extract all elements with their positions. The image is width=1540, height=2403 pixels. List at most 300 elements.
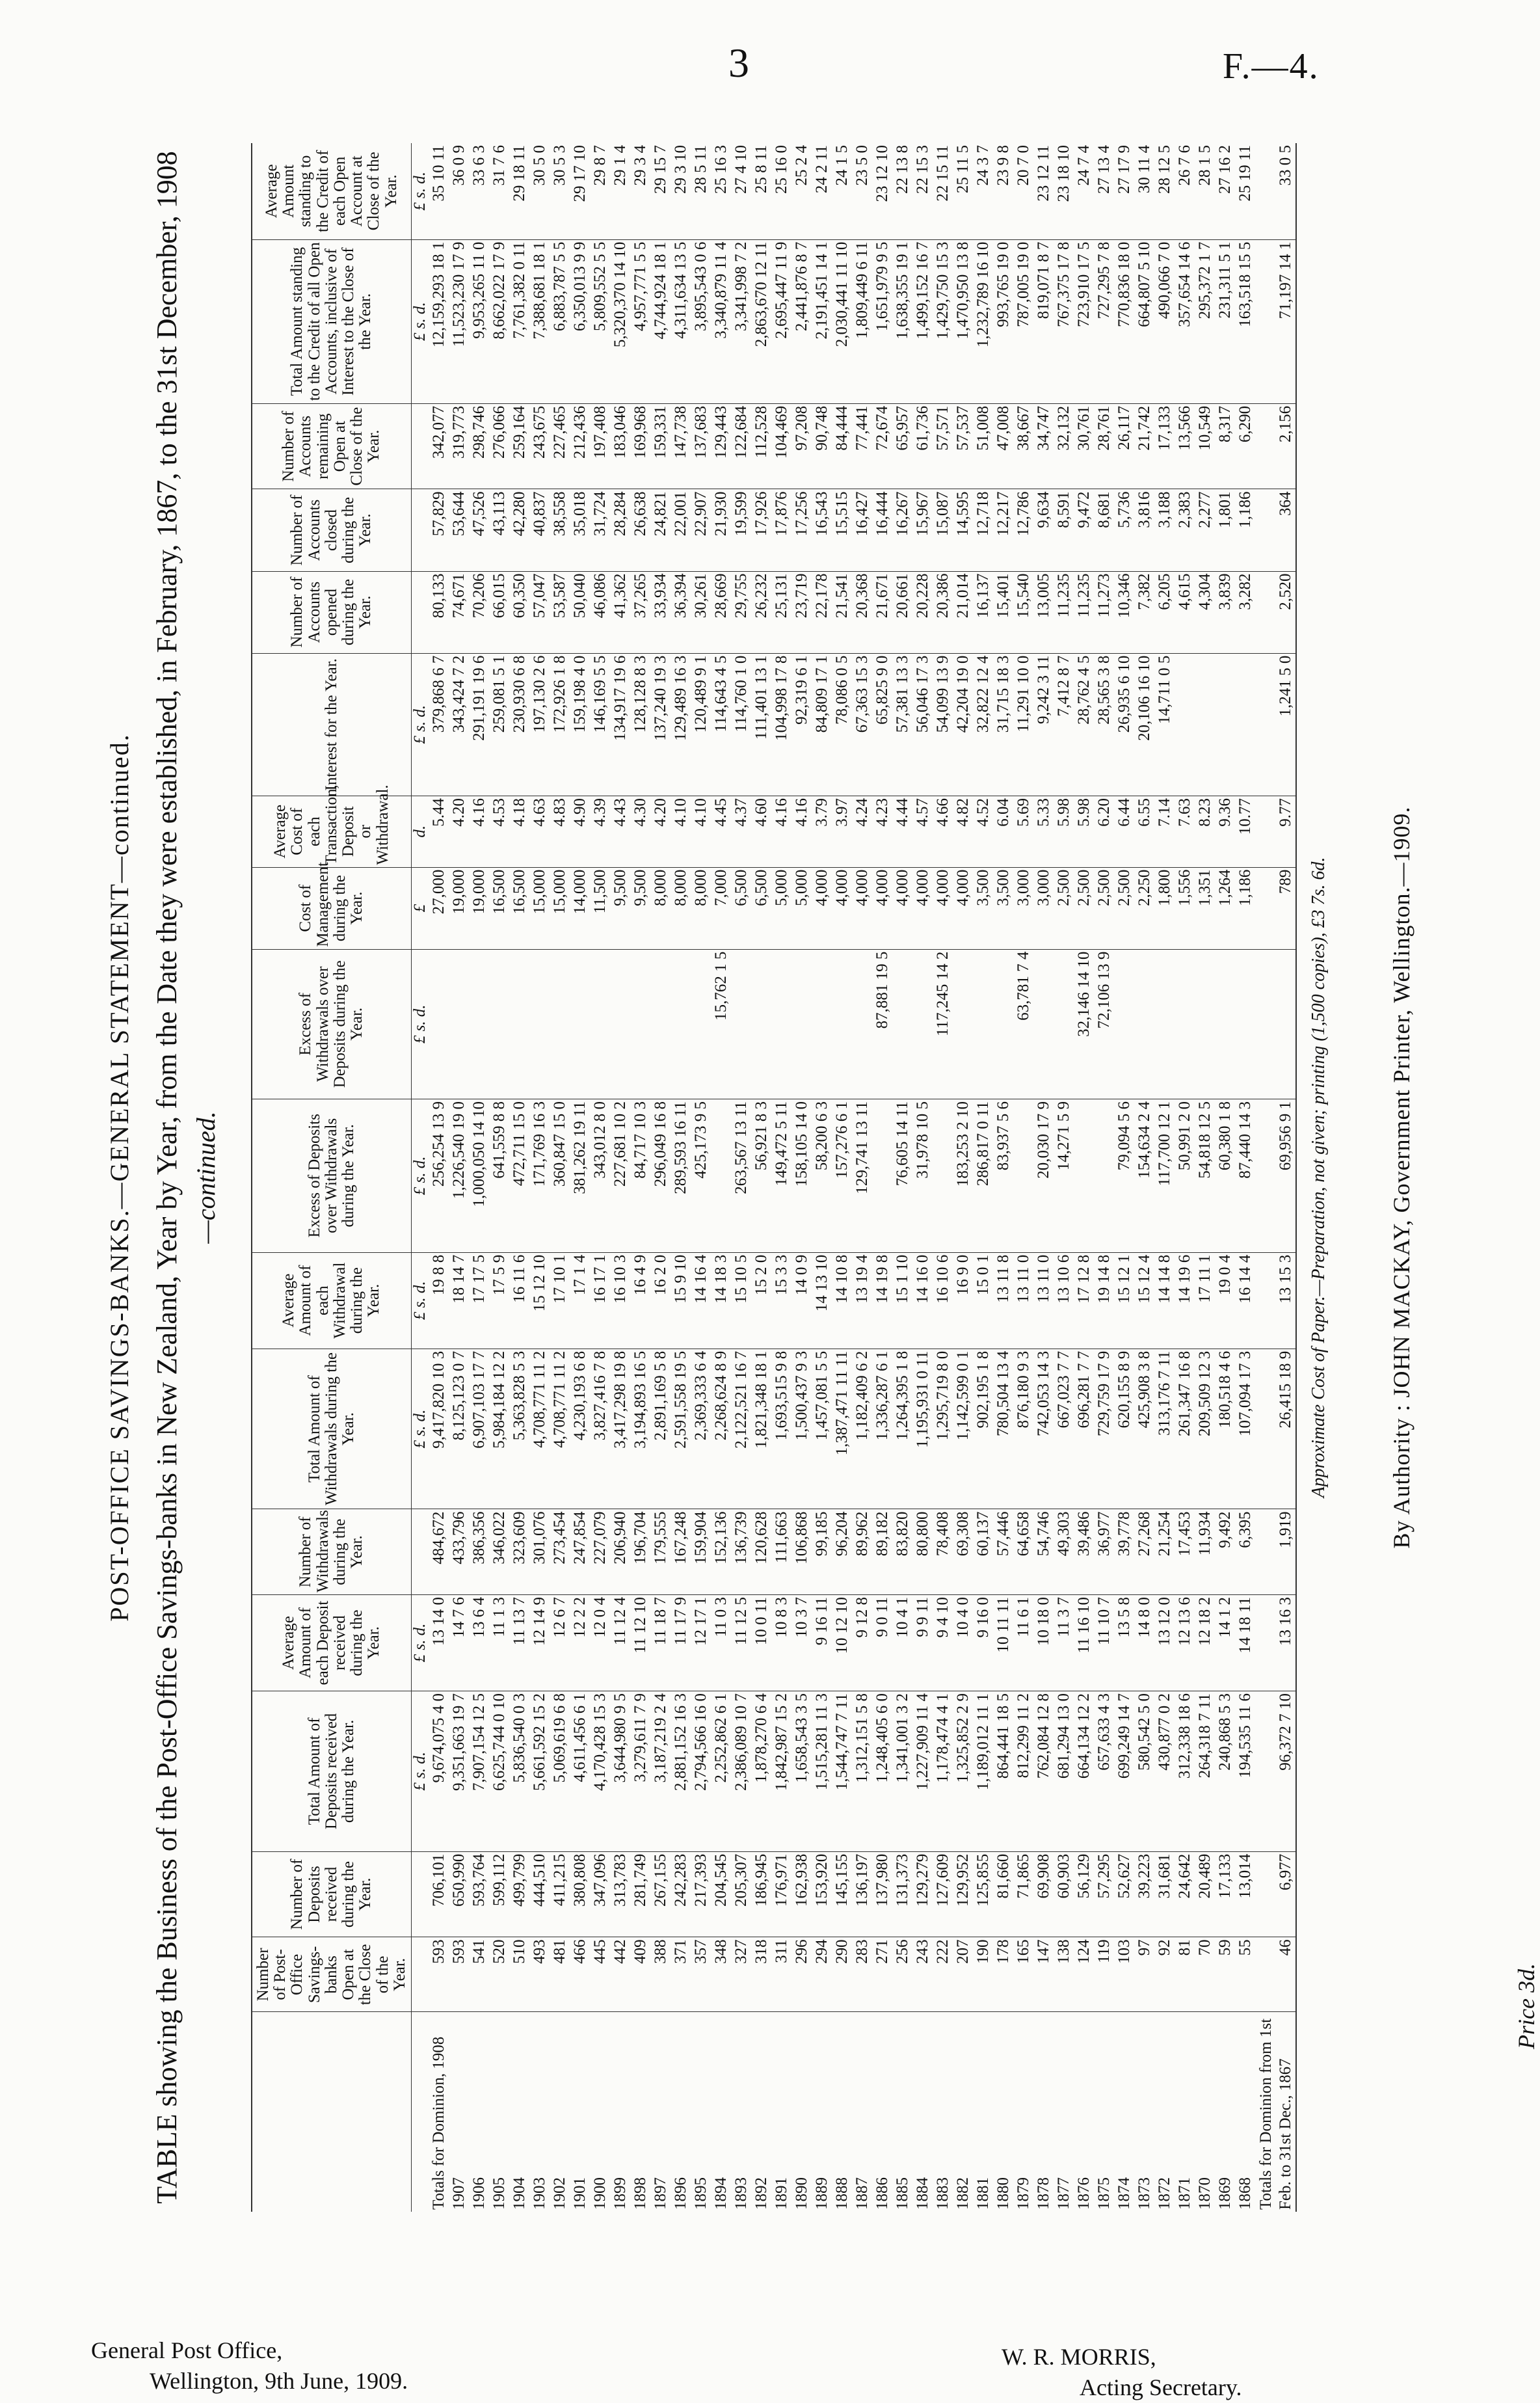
table-cell: 13 12 0 (1154, 1595, 1175, 1691)
table-cell (1013, 1099, 1033, 1252)
table-cell: 4,000 (933, 867, 953, 949)
table-cell: 152,136 (711, 1509, 731, 1595)
table-cell: 129,279 (912, 1851, 933, 1937)
table-cell: 38,667 (1013, 403, 1033, 489)
table-cell: 183,253 2 10 (953, 1099, 973, 1252)
table-cell: 5,984,184 12 2 (489, 1349, 509, 1509)
table-cell: 1,500,437 9 3 (791, 1349, 812, 1509)
table-cell: 3,839 (1215, 571, 1235, 653)
table-cell (933, 1099, 953, 1252)
year-cell: 1886 (873, 2177, 892, 2210)
table-cell: 1,312,151 5 8 (852, 1691, 872, 1852)
table-cell: 21,254 (1154, 1509, 1175, 1595)
table-cell: 9,953,265 11 0 (469, 239, 489, 403)
table-cell (610, 949, 630, 1099)
table-cell: 122,684 (731, 403, 751, 489)
table-cell: 12 14 9 (529, 1595, 550, 1691)
table-cell: 137,980 (872, 1851, 892, 1937)
table-cell (1074, 1099, 1094, 1252)
table-cell: 1,226,540 19 0 (449, 1099, 469, 1252)
table-cell: 49,303 (1054, 1509, 1074, 1595)
table-cell (1175, 653, 1195, 796)
table-cell: 580,542 5 0 (1134, 1691, 1154, 1852)
table-cell: 84,717 10 3 (630, 1099, 650, 1252)
statement-title: POST-OFFICE SAVINGS-BANKS.—GENERAL STATEMENT—continued. (105, 733, 134, 1622)
table-cell: 27,268 (1134, 1509, 1154, 1595)
table-cell: 2,386,089 10 7 (731, 1691, 751, 1852)
table-cell: 17,133 (1154, 403, 1175, 489)
table-cell: 2,156 (1255, 403, 1296, 489)
table-cell: 2,520 (1255, 571, 1296, 653)
table-cell: 4,000 (872, 867, 892, 949)
table-cell: 8.23 (1195, 796, 1215, 867)
table-cell: 484,672 (429, 1509, 449, 1595)
table-cell: 380,808 (570, 1851, 590, 1937)
table-cell: 39,486 (1074, 1509, 1094, 1595)
table-cell: 107,094 17 3 (1235, 1349, 1255, 1509)
table-cell: 319,773 (449, 403, 469, 489)
table-row (872, 143, 892, 2212)
year-cell: 1895 (692, 2177, 710, 2210)
unit-label: £ s. d. (412, 949, 429, 1099)
table-cell: 5,809,552 5 5 (590, 239, 610, 403)
table-cell: 1,809,449 6 11 (852, 239, 872, 403)
table-cell: 2,863,670 12 11 (751, 239, 771, 403)
table-cell: 1,142,599 0 1 (953, 1349, 973, 1509)
table-cell: 71,865 (1013, 1851, 1033, 1937)
table-cell: 6,500 (751, 867, 771, 949)
table-cell: 3,187,219 2 4 (650, 1691, 670, 1852)
table-cell: 4,311,634 13 5 (670, 239, 691, 403)
table-row (711, 143, 731, 2212)
table-cell: 2,030,441 11 10 (832, 239, 852, 403)
table-cell: 11,291 10 0 (1013, 653, 1033, 796)
table-cell: 205,307 (731, 1851, 751, 1937)
year-cell: 1875 (1095, 2177, 1113, 2210)
table-cell: 29 3 4 (630, 143, 650, 239)
table-row (529, 143, 550, 2212)
year-cell: 1890 (793, 2177, 811, 2210)
table-cell: 2,369,333 6 4 (691, 1349, 711, 1509)
table-cell: 11 12 4 (610, 1595, 630, 1691)
table-cell: 53,644 (449, 489, 469, 571)
table-cell: 26,638 (630, 489, 650, 571)
table-cell: 1,801 (1215, 489, 1235, 571)
table-cell: 72,674 (872, 403, 892, 489)
table-cell: 742,053 14 3 (1033, 1349, 1054, 1509)
table-cell: 22 15 3 (912, 143, 933, 239)
table-cell (429, 949, 449, 1099)
table-cell: 9,634 (1033, 489, 1054, 571)
table-cell: 1,651,979 9 5 (872, 239, 892, 403)
table-cell: 112,528 (751, 403, 771, 489)
table-cell: 4,708,771 11 2 (529, 1349, 550, 1509)
table-cell: 50,040 (570, 571, 590, 653)
table-cell: 32,146 14 10 (1074, 949, 1094, 1099)
table-cell: 169,968 (630, 403, 650, 489)
table-cell: 6.44 (1114, 796, 1134, 867)
table-cell: 2,252,862 6 1 (711, 1691, 731, 1852)
table-cell: 60,137 (973, 1509, 993, 1595)
table-cell: 14 1 2 (1215, 1595, 1235, 1691)
year-cell: 1902 (551, 2177, 569, 2210)
table-cell: 28 5 11 (691, 143, 711, 239)
table-cell: 117,700 12 1 (1154, 1099, 1175, 1252)
table-cell (650, 949, 670, 1099)
year-cell: 1878 (1035, 2177, 1053, 2210)
table-cell: 490,066 7 0 (1154, 239, 1175, 403)
table-cell: 24 1 5 (832, 143, 852, 239)
table-cell: 25 2 4 (791, 143, 812, 239)
table-cell: 4.44 (892, 796, 912, 867)
table-cell: 4.20 (449, 796, 469, 867)
table-cell: 3,827,416 7 8 (590, 1349, 610, 1509)
table-cell: 56,921 8 3 (751, 1099, 771, 1252)
table-cell: 131,373 (892, 1851, 912, 1937)
table-cell: 3,194,893 16 5 (630, 1349, 650, 1509)
table-cell: 11 16 10 (1074, 1595, 1094, 1691)
table-cell: 70,206 (469, 571, 489, 653)
table-cell: 183,046 (610, 403, 630, 489)
unit-label: £ s. d. (412, 653, 429, 796)
table-cell: 3,644,980 9 5 (610, 1691, 630, 1852)
table-cell: 290 (832, 1937, 852, 2012)
table-cell: 53,587 (550, 571, 570, 653)
table-cell: 14 19 6 (1175, 1252, 1195, 1349)
table-cell: 430,877 0 2 (1154, 1691, 1175, 1852)
table-cell: 1,351 (1195, 867, 1215, 949)
table-cell: 33,934 (650, 571, 670, 653)
table-cell: 87,881 19 5 (872, 949, 892, 1099)
table-cell: 10 18 0 (1033, 1595, 1054, 1691)
table-cell: 76,605 14 11 (892, 1099, 912, 1252)
table-cell: 16 4 9 (630, 1252, 650, 1349)
table-cell: 15,401 (993, 571, 1013, 653)
table-cell: 30 11 4 (1134, 143, 1154, 239)
table-cell: 11 1 3 (489, 1595, 509, 1691)
table-cell: 5.44 (429, 796, 449, 867)
table-cell (529, 949, 550, 1099)
table-cell: 13,014 (1235, 1851, 1255, 1937)
table-row (1094, 143, 1114, 2212)
footer-office: General Post Office, (91, 2337, 283, 2363)
table-cell: 780,504 13 4 (993, 1349, 1013, 1509)
table-cell: 114,760 1 0 (731, 653, 751, 796)
table-cell: 196,704 (630, 1509, 650, 1595)
table-cell: 66,015 (489, 571, 509, 653)
year-cell: 1901 (571, 2177, 589, 2210)
table-cell: 27 4 10 (731, 143, 751, 239)
table-cell: 29 1 4 (610, 143, 630, 239)
table-cell: 11 17 9 (670, 1595, 691, 1691)
table-cell: 14 16 0 (912, 1252, 933, 1349)
table-cell: 11 12 10 (630, 1595, 650, 1691)
year-cell: 1870 (1196, 2177, 1214, 2210)
year-cell: 1891 (773, 2177, 791, 2210)
year-cell: 1907 (450, 2177, 468, 2210)
table-cell (1235, 653, 1255, 796)
table-cell: 425,173 9 5 (691, 1099, 711, 1252)
table-cell: 2,383 (1175, 489, 1195, 571)
table-cell: 357,654 14 6 (1175, 239, 1195, 403)
table-cell: 41,362 (610, 571, 630, 653)
table-cell: 230,930 6 8 (509, 653, 529, 796)
table-cell: 4.39 (590, 796, 610, 867)
table-cell: 5,363,828 5 3 (509, 1349, 529, 1509)
table-cell: 28,762 4 5 (1074, 653, 1094, 796)
table-cell: 28 12 5 (1154, 143, 1175, 239)
table-cell: 1,800 (1154, 867, 1175, 949)
table-cell: 43,113 (489, 489, 509, 571)
table-cell (691, 949, 711, 1099)
table-cell: 77,441 (852, 403, 872, 489)
footer-left (91, 2335, 408, 2396)
table-cell: 6,500 (731, 867, 751, 949)
table-cell: 727,295 7 8 (1094, 239, 1114, 403)
table-cell: 16,427 (852, 489, 872, 571)
year-cell: 1903 (531, 2177, 549, 2210)
table-cell: 78,408 (933, 1509, 953, 1595)
table-cell: 23,719 (791, 571, 812, 653)
table-cell: 243,675 (529, 403, 550, 489)
table-cell: 681,294 13 0 (1054, 1691, 1074, 1852)
table-cell (912, 949, 933, 1099)
table-row (650, 143, 670, 2212)
table-cell: 1,842,987 15 2 (771, 1691, 791, 1852)
table-cell: 770,836 18 0 (1114, 239, 1134, 403)
year-cell: 1889 (813, 2177, 831, 2210)
table-cell: 197,130 2 6 (529, 653, 550, 796)
table-cell: 9,500 (630, 867, 650, 949)
table-cell: 3,188 (1154, 489, 1175, 571)
table-cell: 311 (771, 1937, 791, 2012)
table-cell: 11,235 (1074, 571, 1094, 653)
table-row (852, 143, 872, 2212)
table-cell: 291,191 19 6 (469, 653, 489, 796)
table-row (953, 143, 973, 2212)
table-cell (1175, 949, 1195, 1099)
table-cell: 29 3 10 (670, 143, 691, 239)
table-cell: 762,084 12 8 (1033, 1691, 1054, 1852)
table-cell: 9 0 11 (872, 1595, 892, 1691)
table-cell: 5,736 (1114, 489, 1134, 571)
table-cell (973, 949, 993, 1099)
year-cell: 1876 (1075, 2177, 1093, 2210)
table-cell (1134, 949, 1154, 1099)
table-cell: 3,000 (1013, 867, 1033, 949)
table-cell: 4,000 (852, 867, 872, 949)
table-cell (1094, 1099, 1114, 1252)
table-cell: 8,125,123 0 7 (449, 1349, 469, 1509)
table-cell: 67,363 15 3 (852, 653, 872, 796)
table-cell: 23 12 11 (1033, 143, 1054, 239)
table-cell: 204,545 (711, 1851, 731, 1937)
table-cell: 15,087 (933, 489, 953, 571)
table-cell: 25 16 3 (711, 143, 731, 239)
table-cell: 37,265 (630, 571, 650, 653)
table-cell: 14,000 (570, 867, 590, 949)
table-cell: 371 (670, 1937, 691, 2012)
table-cell: 9.36 (1215, 796, 1235, 867)
table-cell: 138 (1054, 1937, 1074, 2012)
col-cost-average: Average Cost of each Transaction, Deposit or Withdrawal. (252, 796, 412, 867)
table-cell: 127,609 (933, 1851, 953, 1937)
year-cell: 1896 (672, 2177, 690, 2210)
table-cell: 21,930 (711, 489, 731, 571)
table-cell: 146,169 5 5 (590, 653, 610, 796)
table-cell: 4,000 (912, 867, 933, 949)
table-cell: 8,662,022 17 9 (489, 239, 509, 403)
table-cell: 65,825 9 0 (872, 653, 892, 796)
table-cell: 14 14 8 (1154, 1252, 1175, 1349)
table-cell: 15 12 10 (529, 1252, 550, 1349)
table-cell: 111,663 (771, 1509, 791, 1595)
table-cell: 28,669 (711, 571, 731, 653)
table-cell: 15,000 (529, 867, 550, 949)
table-cell: 119 (1094, 1937, 1114, 2012)
table-cell: 16,444 (872, 489, 892, 571)
year-cell: 1887 (853, 2177, 871, 2210)
table-cell: 11 12 5 (731, 1595, 751, 1691)
table-cell: 42,280 (509, 489, 529, 571)
table-cell: 15 3 3 (771, 1252, 791, 1349)
table-cell: 271 (872, 1937, 892, 2012)
year-cell: 1897 (652, 2177, 670, 2210)
table-row (570, 143, 590, 2212)
table-cell: 819,071 8 7 (1033, 239, 1054, 403)
table-cell: 1,000,050 14 10 (469, 1099, 489, 1252)
table-cell (1033, 949, 1054, 1099)
table-cell: 11 13 7 (509, 1595, 529, 1691)
table-row (832, 143, 852, 2212)
table-cell: 29 15 7 (650, 143, 670, 239)
table-cell: 9,500 (610, 867, 630, 949)
table-cell: 19 0 4 (1215, 1252, 1235, 1349)
table-cell: 222 (933, 1937, 953, 2012)
table-cell: 876,180 9 3 (1013, 1349, 1033, 1509)
table-cell: 78,086 0 5 (832, 653, 852, 796)
table-cell: 30 5 0 (529, 143, 550, 239)
table-cell: 25,131 (771, 571, 791, 653)
table-cell: 28,565 3 8 (1094, 653, 1114, 796)
table-cell: 81 (1175, 1937, 1195, 2012)
table-cell: 11,934 (1195, 1509, 1215, 1595)
table-cell: 24,821 (650, 489, 670, 571)
table-cell: 281,749 (630, 1851, 650, 1937)
table-cell: 25 19 11 (1235, 143, 1255, 239)
table-cell: 18 14 7 (449, 1252, 469, 1349)
table-cell: 153,920 (812, 1851, 832, 1937)
year-cell: 1880 (994, 2177, 1013, 2210)
table-cell: 386,356 (469, 1509, 489, 1595)
table-cell: 5,069,619 6 8 (550, 1691, 570, 1852)
table-cell: 10 8 3 (771, 1595, 791, 1691)
table-cell: 51,008 (973, 403, 993, 489)
table-cell: 294 (812, 1937, 832, 2012)
table-cell: 19,599 (731, 489, 751, 571)
table-cell: 4.53 (489, 796, 509, 867)
table-cell: 134,917 19 6 (610, 653, 630, 796)
table-cell: 1,227,909 11 4 (912, 1691, 933, 1852)
col-withdrawals-amount: Total Amount of Withdrawals during the Year. (252, 1349, 412, 1509)
table-cell: 81,660 (993, 1851, 1013, 1937)
table-cell: 19 8 8 (429, 1252, 449, 1349)
table-cell: 10,549 (1195, 403, 1215, 489)
table-cell: 787,005 19 0 (1013, 239, 1033, 403)
table-cell: 9 16 0 (973, 1595, 993, 1691)
table-cell: 92 (1154, 1937, 1175, 2012)
table-cell: 16 10 6 (933, 1252, 953, 1349)
table-cell: 13,005 (1033, 571, 1054, 653)
table-cell: 2,500 (1054, 867, 1074, 949)
table-cell: 17,453 (1175, 1509, 1195, 1595)
table-cell: 9 16 11 (812, 1595, 832, 1691)
table-cell: 15,000 (550, 867, 570, 949)
year-cell: 1892 (752, 2177, 771, 2210)
table-cell: 864,441 18 5 (993, 1691, 1013, 1852)
table-cell: 4.60 (751, 796, 771, 867)
table-cell: 348 (711, 1937, 731, 2012)
year-cell: 1904 (511, 2177, 529, 2210)
table-cell: 25 8 11 (751, 143, 771, 239)
table-cell: 14 8 0 (1134, 1595, 1154, 1691)
table-cell: 13 5 8 (1114, 1595, 1134, 1691)
col-accounts-closed: Number of Accounts closed during the Year. (252, 489, 412, 571)
table-cell: 5.98 (1054, 796, 1074, 867)
footer-place-date: Wellington, 9th June, 1909. (150, 2367, 408, 2394)
table-cell: 313,783 (610, 1851, 630, 1937)
table-cell: 15 12 1 (1114, 1252, 1134, 1349)
table-cell: 29,755 (731, 571, 751, 653)
table-cell: 26,935 6 10 (1114, 653, 1134, 796)
table-cell: 593,764 (469, 1851, 489, 1937)
table-cell: 227,079 (590, 1509, 610, 1595)
table-row (892, 143, 912, 2212)
table-cell: 20,228 (912, 571, 933, 653)
table-cell: 12,217 (993, 489, 1013, 571)
table-cell: 30,261 (691, 571, 711, 653)
table-cell: 90,748 (812, 403, 832, 489)
table-cell: 313,176 7 11 (1154, 1349, 1175, 1509)
table-cell: 212,436 (570, 403, 590, 489)
table-cell: 510 (509, 1937, 529, 2012)
table-cell: 4.10 (691, 796, 711, 867)
table-cell: 9.77 (1255, 796, 1296, 867)
table-cell: 104,998 17 8 (771, 653, 791, 796)
table-cell: 97,208 (791, 403, 812, 489)
table-cell: 165 (1013, 1937, 1033, 2012)
table-cell: 14,271 5 9 (1054, 1099, 1074, 1252)
table-cell: 4,170,428 15 3 (590, 1691, 610, 1852)
table-cell: 159,198 4 0 (570, 653, 590, 796)
col-cost: Cost of Management during the Year. (252, 867, 412, 949)
table-cell: 147,738 (670, 403, 691, 489)
table-cell: 9 12 8 (852, 1595, 872, 1691)
table-row (1215, 143, 1235, 2212)
year-cell: 1898 (631, 2177, 650, 2210)
table-cell: 17 11 1 (1195, 1252, 1215, 1349)
table-cell: 1,336,287 6 1 (872, 1349, 892, 1509)
year-cell: 1874 (1115, 2177, 1134, 2210)
table-cell: 106,868 (791, 1509, 812, 1595)
year-cell: 1868 (1236, 2177, 1255, 2210)
table-cell: 7,412 8 7 (1054, 653, 1074, 796)
table-cell: 699,249 14 7 (1114, 1691, 1134, 1852)
table-header-row (252, 143, 412, 2212)
table-cell: 9,417,820 10 3 (429, 1349, 449, 1509)
table-cell: 114,643 4 5 (711, 653, 731, 796)
year-cell: 1877 (1055, 2177, 1073, 2210)
